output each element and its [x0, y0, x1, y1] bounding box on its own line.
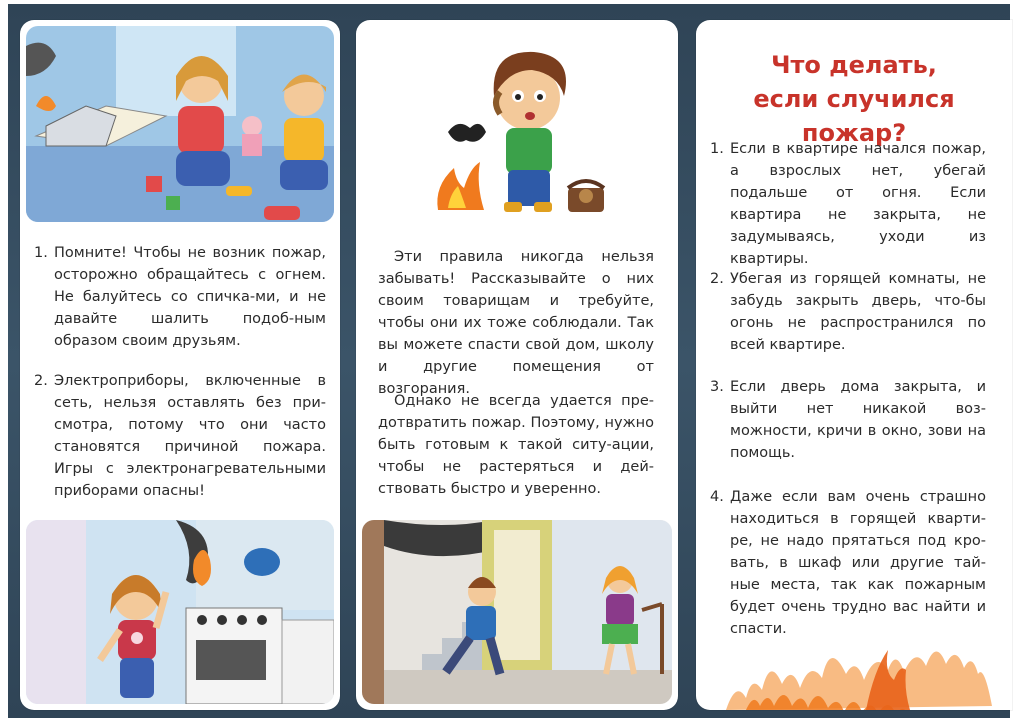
boy-calling-illustration: [418, 40, 618, 220]
kitchen-fire-illustration: [26, 520, 334, 704]
rule-item-2: [34, 370, 326, 502]
right-panel: [696, 20, 1012, 710]
paragraph-2: Однако не всегда удается пре-дотвратить пожар. Поэтому, нужно быть готовым к такой ситу-ации, чтобы не растеряться и дей-ствовать быстро и уверенно.: [378, 393, 654, 497]
rule-text: Электроприборы, включенные в сеть, нельзя оставлять без при-смотра, потому что они часто становятся причиной пожара. Игры с электронагревательными приборами опасны!: [54, 373, 326, 499]
action-item-3: [710, 376, 986, 464]
action-item-4: [710, 486, 986, 640]
middle-panel: [356, 20, 678, 710]
children-playing-illustration: [26, 26, 334, 222]
action-text: Убегая из горящей комнаты, не забудь закрыть дверь, что-бы огонь не распространился по всей квартире.: [730, 271, 986, 353]
action-number: 2.: [710, 271, 724, 287]
paragraph-1: Эти правила никогда нельзя забывать! Рассказывайте о них своим товарищам и требуйте, чтобы они их тоже соблюдали. Так вы можете спасти свой дом, школу и другие помещения от возгорания.: [378, 249, 654, 397]
rule-number: 2.: [34, 373, 48, 389]
action-number: 4.: [710, 489, 724, 505]
flames-decoration: [726, 640, 1012, 710]
rule-number: 1.: [34, 245, 48, 261]
action-text: Даже если вам очень страшно находиться в горящей кварти-ре, не надо прятаться под кро-вать, в шкаф или другие тай-ные места, так как пожарным будет очень трудно вас найти и спасти.: [730, 489, 986, 637]
action-number: 3.: [710, 379, 724, 395]
rule-text: Помните! Чтобы не возник пожар, осторожно обращайтесь с огнем. Не балуйтесь со спичка-ми, и не давайте шалить подоб-ным образом своим друзьям.: [54, 245, 326, 349]
brochure-sheet: [8, 4, 1010, 718]
rule-item-1: [34, 242, 326, 352]
stairs-escape-illustration: [362, 520, 672, 704]
page-title: Что делать, если случился пожар?: [753, 51, 955, 147]
action-item-2: [710, 268, 986, 356]
action-item-1: [710, 138, 986, 270]
left-panel: [20, 20, 340, 710]
action-text: Если дверь дома закрыта, и выйти нет никакой воз-можности, кричи в окно, зови на помощь.: [730, 379, 986, 461]
action-text: Если в квартире начался пожар, а взрослых нет, убегай подальше от огня. Если квартира не закрыта, не задумываясь, уходи из квартиры.: [730, 141, 986, 267]
action-number: 1.: [710, 141, 724, 157]
